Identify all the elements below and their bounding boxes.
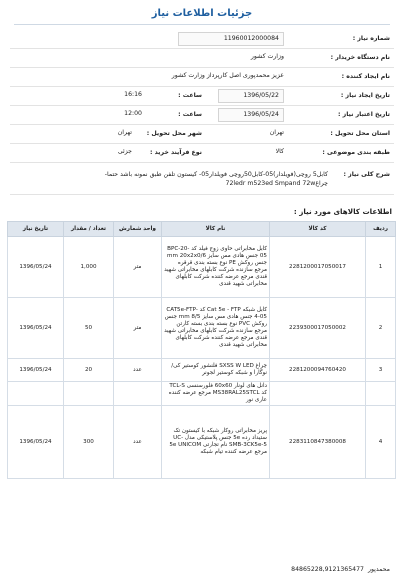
province-value: تهران — [269, 129, 284, 136]
purchase-type-value: جزئی — [117, 148, 132, 155]
row-index: 3 — [366, 359, 396, 382]
row-unit: متر — [114, 298, 162, 359]
row-unit — [114, 382, 162, 406]
header-index: ردیف — [366, 222, 396, 237]
table-row — [8, 359, 396, 382]
row-qty: 1,000 — [64, 237, 114, 298]
row-code: 2281200017050017 — [270, 237, 366, 298]
valid-date-row — [10, 107, 394, 123]
row-date: 1396/05/24 — [8, 406, 64, 479]
need-number-value: 11960012000084 — [178, 32, 284, 46]
create-date-label: تاریخ ایجاد نیاز : — [340, 92, 390, 99]
row-name: دانل های لونار 60x60 فلورسنسی TCL-S کد MS38RAL25STCL مرجع عرضه کننده عاری نور — [162, 382, 270, 406]
table-row — [8, 298, 396, 359]
delivery-location-row — [10, 126, 394, 142]
row-qty — [64, 382, 114, 406]
header-code: کد کالا — [270, 222, 366, 237]
row-date: 1396/05/24 — [8, 298, 64, 359]
create-date-value: 1396/05/22 — [218, 89, 284, 103]
creator-label: نام ایجاد کننده : — [341, 73, 390, 80]
table-row — [8, 237, 396, 298]
row-index: 1 — [366, 237, 396, 298]
row-qty: 50 — [64, 298, 114, 359]
row-name: کابل شبکه Cat 5e - FTP کد CAT5e-FTP-4-05 جنس هادی مس سایز mm 8/5 جنس روکش PVC نوع بسته بندی بسته کارتن مرجع سازنده شرکت کابلهای مخابراتی شهید قندی مرجع عرضه کننده شرکت کابلهای مخابراتی شهید قندی — [162, 298, 270, 359]
buyer-org-row — [10, 50, 394, 66]
valid-date-value: 1396/05/24 — [218, 108, 284, 122]
row-code: 2281200094760420 — [270, 359, 366, 382]
create-time-label: ساعت : — [178, 92, 202, 99]
row-unit: عدد — [114, 406, 162, 479]
creator-row — [10, 69, 394, 85]
table-row — [8, 382, 396, 406]
row-name: چراغ SXSS W LED فلنشور کوستیر کی/نوگارا و شبکه کوستیر لجونر — [162, 359, 270, 382]
row-index: 2 — [366, 298, 396, 359]
row-code: 2239300017050002 — [270, 298, 366, 359]
need-number-label: شماره نیاز : — [352, 35, 390, 42]
buyer-org-value: وزارت کشور — [250, 53, 284, 60]
title-divider — [14, 24, 390, 25]
row-qty: 300 — [64, 406, 114, 479]
header-date: تاریخ نیاز — [8, 222, 64, 237]
category-value: کالا — [275, 148, 284, 155]
description-line-1: کابل5 روچی(فویلدار)05-کابل50روچی فویلدار05- کیستون تلفن طبق نمونه باشد حتما- — [104, 171, 328, 178]
purchase-type-label: نوع فرآیند خرید : — [149, 149, 202, 156]
buyer-org-label: نام دستگاه خریدار : — [330, 54, 390, 61]
city-label: شهر محل تحویل : — [146, 130, 202, 137]
row-index: 4 — [366, 406, 396, 479]
row-code: 2283110847380008 — [270, 406, 366, 479]
valid-time-label: ساعت : — [178, 111, 202, 118]
contact-phones: 84865228,9121365477 — [291, 566, 364, 573]
page-title: جزئیات اطلاعات نیاز — [151, 8, 253, 19]
header-qty: تعداد / مقدار — [64, 222, 114, 237]
row-name: پریز مخابراتی روکار شبکه با کیستون تک ستیداد رده 5e جنس پلاستیکی مدل UC-SMB-3CK5e-5 نام تجارتی 5e UNICOM مرجع عرضه کننده تیام شبکه — [162, 406, 270, 479]
header-name: نام کالا — [162, 222, 270, 237]
header-unit: واحد شمارش — [114, 222, 162, 237]
row-date — [8, 382, 64, 406]
need-info-panel — [10, 31, 394, 207]
description-line-2: چراغ72ledr m523ed Smpand 72w — [225, 180, 328, 187]
row-qty: 20 — [64, 359, 114, 382]
creator-value: عزیز محمدپوری اصل کارپرداز وزارت کشور — [171, 72, 284, 79]
row-index — [366, 382, 396, 406]
contact-name: محمدپور — [367, 566, 390, 573]
category-label: طبقه بندی موضوعی : — [322, 149, 390, 156]
table-header-row — [8, 222, 396, 237]
row-unit: عدد — [114, 359, 162, 382]
contact-footer — [289, 566, 390, 573]
row-date: 1396/05/24 — [8, 237, 64, 298]
valid-date-label: تاریخ اعتبار نیاز : — [338, 111, 390, 118]
need-number-row — [10, 31, 394, 47]
city-value: تهران — [117, 129, 132, 136]
create-date-row — [10, 88, 394, 104]
row-unit: متر — [114, 237, 162, 298]
row-date: 1396/05/24 — [8, 359, 64, 382]
create-time-value: 16:16 — [124, 91, 142, 98]
table-row — [8, 406, 396, 479]
row-code — [270, 382, 366, 406]
province-label: استان محل تحویل : — [330, 130, 390, 137]
category-row — [10, 145, 394, 161]
items-section-title: اطلاعات کالاهای مورد نیاز : — [293, 207, 392, 216]
row-name: کابل مخابراتی حاوی زوج فیلد کد BPC-20-05 جنس هادی مس سایز mm 20x2x0/6 جنس روکش PE نوع بسته بندی قرقره مرجع سازنده شرکت کابلهای مخابراتی شهید قندی مرجع عرضه کننده شرکت کابلهای مخابراتی شهید قندی — [162, 237, 270, 298]
valid-time-value: 12:00 — [124, 110, 142, 117]
description-label: شرح کلی نیاز : — [343, 171, 390, 178]
items-table — [7, 221, 396, 479]
